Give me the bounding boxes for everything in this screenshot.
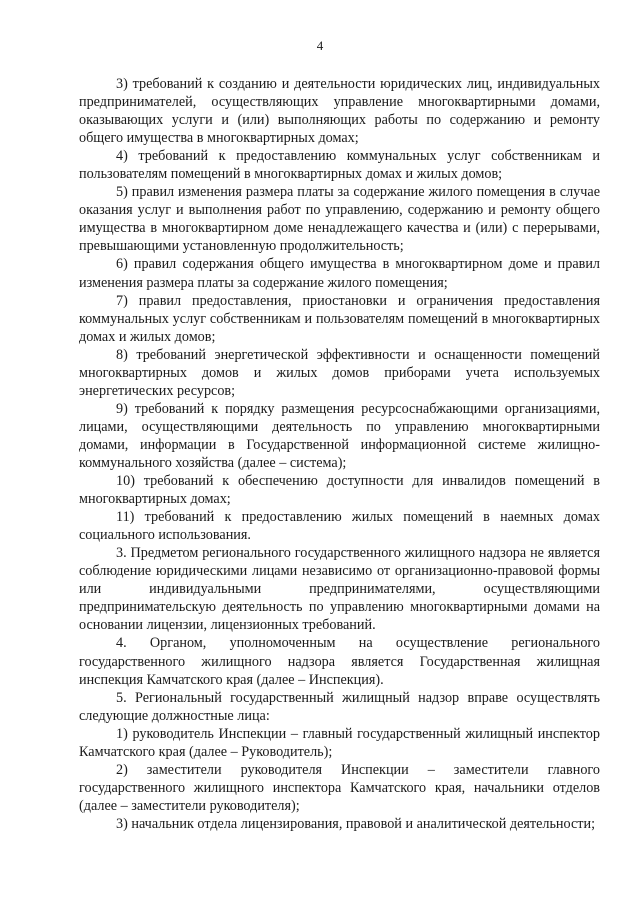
paragraph: 4. Органом, уполномоченным на осуществление регионального государственного жилищного надзора является Государственная жилищная инспекция Камчатского края (далее – Инспекция). <box>79 635 600 688</box>
paragraph: 3) требований к созданию и деятельности юридических лиц, индивидуальных предпринимателей, осуществляющих управление многоквартирными домами, оказывающих услуги и (или) выполняющих работы по содержанию и ремонту общего имущества в многоквартирных домах; <box>79 76 600 147</box>
paragraph: 8) требований энергетической эффективности и оснащенности помещений многоквартирных домов и жилых домов приборами учета используемых энергетических ресурсов; <box>79 346 600 399</box>
paragraph: 10) требований к обеспечению доступности для инвалидов помещений в многоквартирных домах; <box>79 473 600 508</box>
paragraph: 1) руководитель Инспекции – главный государственный жилищный инспектор Камчатского края (далее – Руководитель); <box>79 725 600 760</box>
document-body <box>79 75 600 833</box>
paragraph: 3) начальник отдела лицензирования, правовой и аналитической деятельности; <box>116 815 596 832</box>
paragraph: 3. Предметом регионального государственного жилищного надзора не является соблюдение юридическими лицами независимо от организационно-правовой формы или индивидуальными предпринимателями, осуществляющими предпринимательскую деятельность по управлению многоквартирными домами на основании лицензии, лицензионных требований. <box>79 545 600 634</box>
paragraph: 9) требований к порядку размещения ресурсоснабжающими организациями, лицами, осуществляющими деятельность по управлению многоквартирными домами, информации в Государственной информационной системе жилищно-коммунального хозяйства (далее – система); <box>79 400 600 471</box>
paragraph: 5. Региональный государственный жилищный надзор вправе осуществлять следующие должностные лица: <box>79 689 600 724</box>
paragraph: 7) правил предоставления, приостановки и ограничения предоставления коммунальных услуг собственникам и пользователям помещений в многоквартирных домах и жилых домов; <box>79 292 600 345</box>
paragraph: 6) правил содержания общего имущества в многоквартирном доме и правил изменения размера платы за содержание жилого помещения; <box>79 256 600 291</box>
paragraph: 5) правил изменения размера платы за содержание жилого помещения в случае оказания услуг и выполнения работ по управлению, содержанию и ремонту общего имущества в многоквартирном доме ненадлежащего качества и (или) с перерывами, превышающими установленную продолжительность; <box>79 184 600 255</box>
paragraph: 11) требований к предоставлению жилых помещений в наемных домах социального использования. <box>79 509 600 544</box>
page-number: 4 <box>316 38 324 53</box>
paragraph: 2) заместители руководителя Инспекции – заместители главного государственного жилищного инспектора Камчатского края, начальники отделов (далее – заместители руководителя); <box>79 761 600 814</box>
paragraph: 4) требований к предоставлению коммунальных услуг собственникам и пользователям помещений в многоквартирных домах и жилых домов; <box>79 148 600 183</box>
